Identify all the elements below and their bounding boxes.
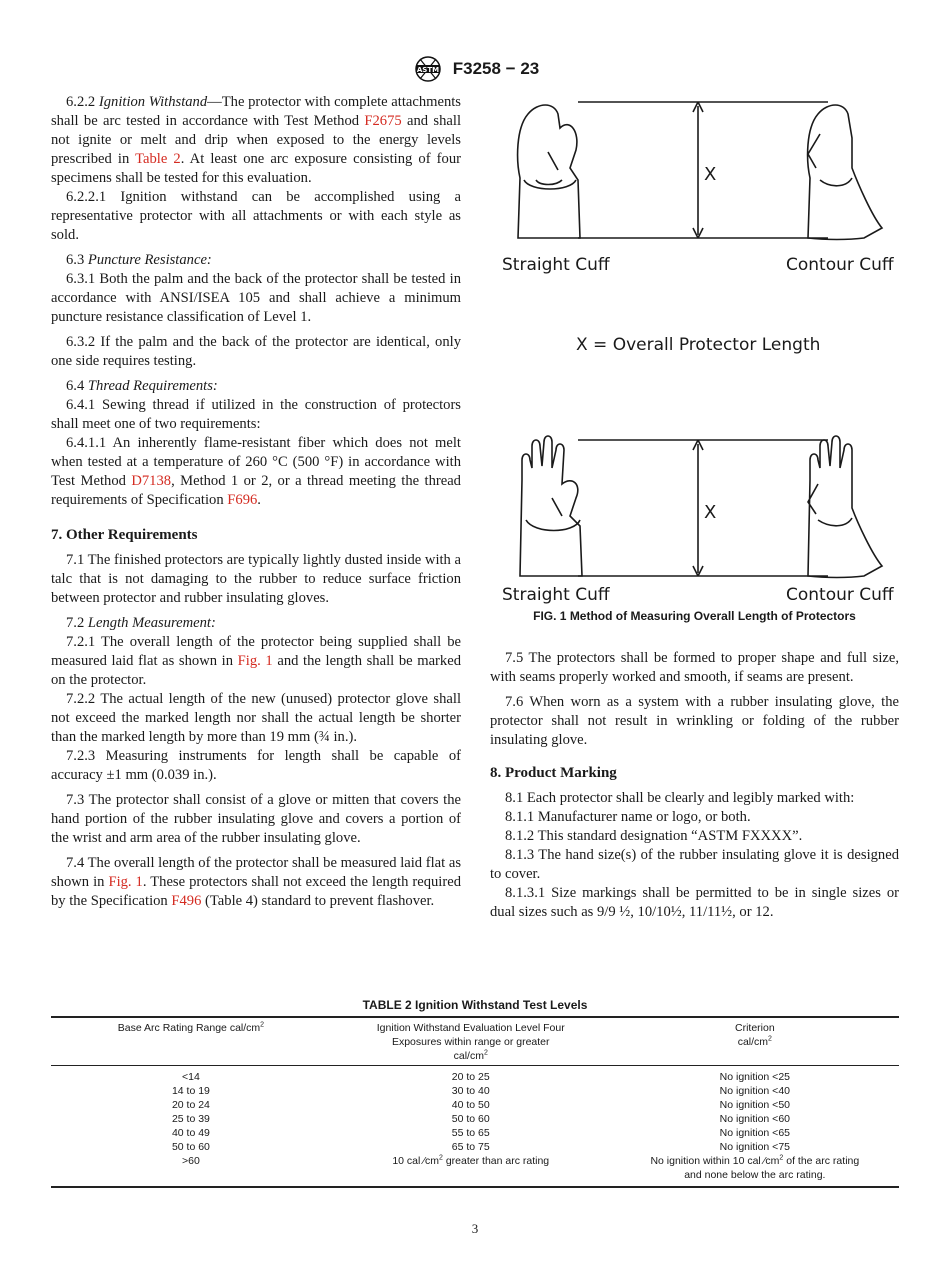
table-cell: 14 to 19 bbox=[171, 1085, 210, 1097]
table-cell: 50 to 60 bbox=[451, 1113, 490, 1125]
figure-caption: FIG. 1 Method of Measuring Overall Length of Protectors bbox=[533, 609, 856, 623]
table-cell: 55 to 65 bbox=[451, 1127, 490, 1139]
link-d7138[interactable]: D7138 bbox=[131, 473, 172, 489]
paragraph-7-2-1: 7.2.1 The overall length of the protector being supplied shall be measured laid flat as shown in Fig. 1 and the length shall be marked on the protector. bbox=[51, 634, 461, 688]
table-cell: No ignition <65 bbox=[719, 1127, 790, 1139]
paragraph-7-4: 7.4 The overall length of the protector shall be measured laid flat as shown in Fig. 1. These protectors shall not exceed the length required by the Specification F496 (Table 4) standard to prevent flashover. bbox=[51, 855, 461, 909]
table-cell: 10 cal $⁄cm^2$ greater than arc rating bbox=[331, 1154, 611, 1187]
paragraph-7-6: 7.6 When worn as a system with a rubber insulating glove, the protector shall not result in wrinkling or folding of the rubber insulating glove. bbox=[490, 694, 899, 748]
paragraph-6-3-2: 6.3.2 If the palm and the back of the protector are identical, only one side requires testing. bbox=[51, 334, 461, 369]
paragraph-7-2: 7.2 Length Measurement: bbox=[66, 615, 216, 631]
section-heading-8: 8. Product Marking bbox=[490, 765, 617, 781]
link-table-2[interactable]: Table 2 bbox=[135, 151, 181, 167]
mitten-contour-cuff-top bbox=[808, 105, 882, 240]
label-contour-cuff-top: Contour Cuff bbox=[786, 255, 894, 275]
mitten-straight-cuff-top bbox=[518, 105, 580, 238]
table-row bbox=[51, 1140, 899, 1154]
table-cell: No ignition <40 bbox=[719, 1085, 790, 1097]
link-f2675[interactable]: F2675 bbox=[364, 113, 402, 129]
table-cell: 20 to 24 bbox=[171, 1099, 210, 1111]
table-cell: No ignition <60 bbox=[719, 1113, 790, 1125]
table-cell: 40 to 50 bbox=[451, 1099, 490, 1111]
x-label-bottom: X bbox=[704, 502, 717, 523]
link-f496[interactable]: F496 bbox=[171, 893, 202, 909]
link-fig-1-b[interactable]: Fig. 1 bbox=[108, 874, 143, 890]
paragraph-6-3: 6.3 Puncture Resistance: bbox=[66, 252, 212, 268]
paragraph-8-1: 8.1 Each protector shall be clearly and legibly marked with: bbox=[505, 790, 855, 806]
link-f696[interactable]: F696 bbox=[227, 492, 258, 508]
label-contour-cuff-bottom: Contour Cuff bbox=[786, 585, 894, 605]
table-cell: 25 to 39 bbox=[171, 1113, 210, 1125]
table-cell: >60 bbox=[51, 1154, 331, 1187]
standard-designation: F3258 − 23 bbox=[452, 59, 540, 78]
table-cell: 40 to 49 bbox=[171, 1127, 210, 1139]
svg-text:ASTM: ASTM bbox=[416, 65, 439, 74]
paragraph-7-1: 7.1 The finished protectors are typically lightly dusted inside with a talc that is not damaging to the rubber to reduce surface friction between protector and rubber insulating gloves. bbox=[51, 552, 461, 606]
paragraph-6-2-2-1: 6.2.2.1 Ignition withstand can be accomplished using a representative protector with all attachments or with each style as sold. bbox=[51, 189, 461, 243]
glove-contour-cuff-bottom bbox=[808, 436, 882, 578]
table-cell: No ignition <25 bbox=[719, 1071, 790, 1083]
table-cell: No ignition <75 bbox=[719, 1141, 790, 1153]
section-heading-7: 7. Other Requirements bbox=[51, 527, 198, 543]
table-title: TABLE 2 Ignition Withstand Test Levels bbox=[362, 998, 588, 1012]
paragraph-8-1-2: 8.1.2 This standard designation “ASTM FXXXX”. bbox=[505, 828, 803, 844]
table-cell: 65 to 75 bbox=[451, 1141, 490, 1153]
glove-straight-cuff-bottom bbox=[520, 436, 582, 576]
paragraph-6-4: 6.4 Thread Requirements: bbox=[66, 378, 218, 394]
paragraph-8-1-3-1: 8.1.3.1 Size markings shall be permitted to be in single sizes or dual sizes such as 9/9 ½, 10/10½, 11/11½, or 12. bbox=[490, 885, 899, 920]
table-cell: No ignition within 10 cal $⁄cm^2$ of the arc rating and none below the arc rating. bbox=[611, 1154, 899, 1187]
table-row bbox=[51, 1112, 899, 1126]
paragraph-7-2-3: 7.2.3 Measuring instruments for length shall be capable of accuracy ±1 mm (0.039 in.). bbox=[51, 748, 461, 783]
table-row bbox=[51, 1084, 899, 1098]
astm-logo-icon bbox=[411, 54, 445, 84]
table-header-row bbox=[51, 1017, 899, 1066]
page-number: 3 bbox=[471, 1221, 479, 1236]
paragraph-7-3: 7.3 The protector shall consist of a glove or mitten that covers the hand portion of the rubber insulating glove and covers a portion of the wrist and arm area of the rubber insulating glove. bbox=[51, 792, 461, 846]
link-fig-1[interactable]: Fig. 1 bbox=[237, 653, 273, 669]
header-evaluation-level: Ignition Withstand Evaluation Level Four Exposures within range or greater cal/$cm^2$ bbox=[331, 1017, 611, 1066]
ignition-table bbox=[51, 1016, 899, 1188]
paragraph-6-4-1: 6.4.1 Sewing thread if utilized in the construction of protectors shall meet one of two requirements: bbox=[51, 397, 461, 432]
figure-legend: X = Overall Protector Length bbox=[576, 335, 821, 355]
right-column bbox=[490, 649, 899, 922]
table-cell: 20 to 25 bbox=[451, 1071, 490, 1083]
table-2 bbox=[51, 998, 899, 1188]
page-header bbox=[0, 54, 950, 84]
table-cell: No ignition <50 bbox=[719, 1099, 790, 1111]
paragraph-6-3-1: 6.3.1 Both the palm and the back of the protector shall be tested in accordance with ANSI/ISEA 105 and shall achieve a minimum puncture resistance classification of Level 1. bbox=[51, 271, 461, 325]
table-cell: 50 to 60 bbox=[171, 1141, 210, 1153]
x-label-top: X bbox=[704, 164, 717, 185]
label-straight-cuff-top: Straight Cuff bbox=[502, 255, 610, 275]
table-row bbox=[51, 1098, 899, 1112]
table-cell: 30 to 40 bbox=[451, 1085, 490, 1097]
paragraph-6-4-1-1: 6.4.1.1 An inherently flame-resistant fiber which does not melt when tested at a temperature of 260 °C (500 °F) in accordance with Test Method D7138, Method 1 or 2, or a thread meeting the thread requirements of Specification F696. bbox=[51, 435, 461, 508]
paragraph-7-5: 7.5 The protectors shall be formed to proper shape and full size, with seams properly worked and smooth, if seams are present. bbox=[490, 650, 899, 685]
table-row bbox=[51, 1066, 899, 1085]
figure-1-diagram bbox=[490, 88, 910, 608]
header-base-arc-rating: Base Arc Rating Range cal/$cm^2$ bbox=[51, 1017, 331, 1066]
header-criterion: Criterion cal/$cm^2$ bbox=[611, 1017, 899, 1066]
table-cell: <14 bbox=[182, 1071, 200, 1083]
paragraph-7-2-2: 7.2.2 The actual length of the new (unused) protector glove shall not exceed the marked length nor shall the actual length be shorter than the marked length by more than 19 mm (¾ in.). bbox=[51, 691, 461, 745]
table-row bbox=[51, 1154, 899, 1187]
paragraph-6-2-2: 6.2.2 Ignition Withstand—The protector with complete attachments shall be arc tested in accordance with Test Method F2675 and shall not ignite or melt and drip when exposed to the energy levels prescribed in Table 2. At least one arc exposure consisting of four specimens shall be tested for this evaluation. bbox=[51, 94, 461, 186]
table-row bbox=[51, 1126, 899, 1140]
label-straight-cuff-bottom: Straight Cuff bbox=[502, 585, 610, 605]
left-column bbox=[51, 93, 461, 911]
paragraph-8-1-1: 8.1.1 Manufacturer name or logo, or both. bbox=[505, 809, 751, 825]
paragraph-8-1-3: 8.1.3 The hand size(s) of the rubber insulating glove it is designed to cover. bbox=[490, 847, 899, 882]
